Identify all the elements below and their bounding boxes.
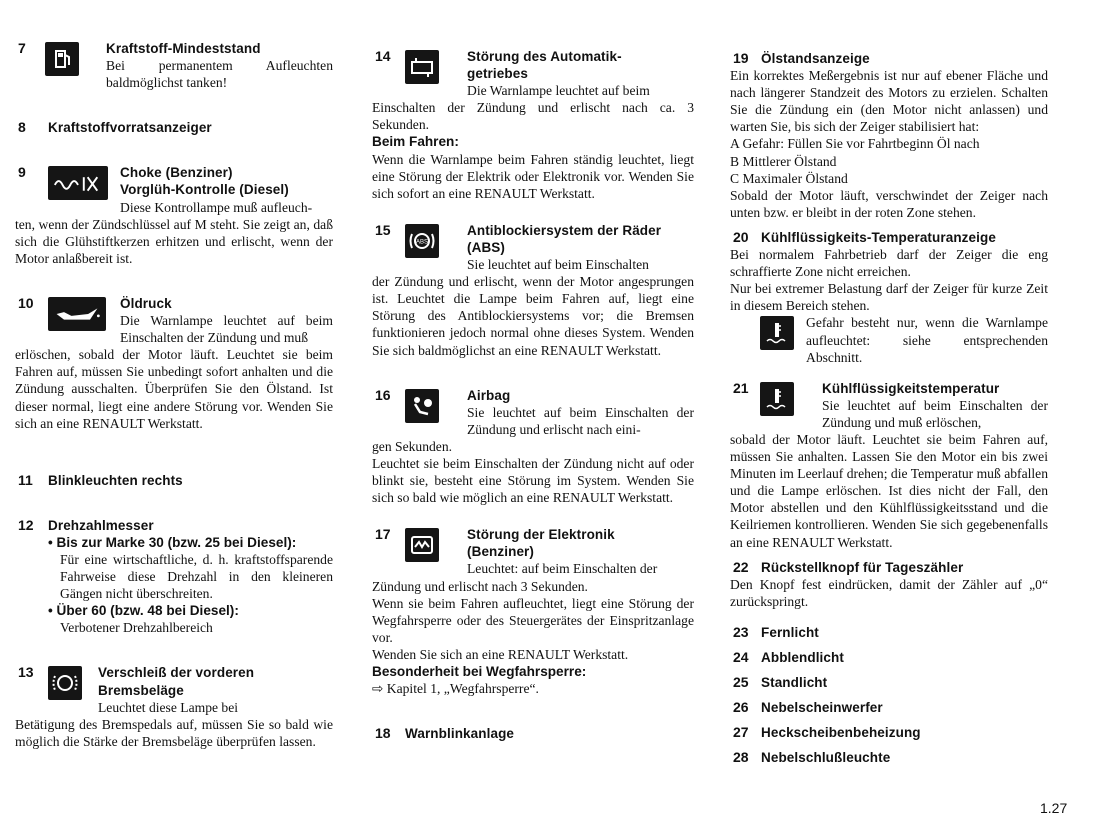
item-15 — [372, 222, 694, 359]
item-title: Verschleiß der vorderen — [98, 665, 255, 681]
item-7 — [15, 40, 333, 91]
item-number: 13 — [18, 664, 34, 681]
sub-heading: Beim Fahren: — [372, 134, 459, 150]
item-title: Kühlflüssigkeitstemperatur — [822, 380, 1000, 396]
item-text-first: Leuchtet: auf beim Einschalten der — [467, 561, 658, 577]
oil-can-icon — [48, 297, 106, 331]
item-text: sobald der Motor läuft. Leuchtet sie beim Fahren auf, müssen Sie anhalten. Lassen Sie den Motor ein bis zwei Minuten im Leerlauf drehen; die Temperatur muß abfallen und die Lampe erlöschen. Ist dies nicht der Fall, den Motor abstellen und den Kühlflüssigkeitsstand und die Keilriemen kontrollieren. Wenden Sie sich gegebenenfalls an eine RENAULT Werkstatt. — [730, 431, 1048, 550]
coolant-temperature-icon — [760, 316, 794, 350]
item-number: 19 — [733, 50, 749, 66]
bullet-text: Verbotener Drehzahlbereich — [60, 620, 213, 636]
item-text: Zündung und erlischt nach 3 Sekunden. — [372, 578, 588, 594]
item-number: 22 — [733, 558, 749, 575]
electronics-fault-icon — [405, 528, 439, 562]
item-27 — [730, 724, 1048, 741]
item-28 — [730, 749, 1048, 766]
item-title-2: (Benziner) — [467, 544, 535, 560]
gearbox-warning-icon — [405, 50, 439, 84]
item-17 — [372, 526, 694, 697]
item-title: Kraftstoffvorratsanzeiger — [48, 120, 212, 136]
sub-heading: Besonderheit bei Wegfahrsperre: — [372, 664, 587, 679]
airbag-icon — [405, 389, 439, 423]
item-number: 25 — [733, 674, 749, 691]
glow-plug-icon — [48, 166, 108, 200]
item-8 — [15, 119, 333, 136]
item-text: gen Sekunden. — [372, 438, 453, 454]
item-title: Öldruck — [120, 295, 172, 311]
svg-text:ABS: ABS — [415, 239, 429, 246]
item-23 — [730, 624, 1048, 641]
item-number: 26 — [733, 699, 749, 716]
item-title: Störung des Automatik- — [467, 49, 622, 64]
item-number: 14 — [375, 48, 391, 64]
item-text: Ein korrektes Meßergebnis ist nur auf ebener Fläche und nach längerer Standzeit des Motors zu erzielen. Schalten Sie die Zündung ein (den Motor nicht anlassen) und warten Sie, bis sich der Zeiger stabilisiert hat: — [730, 68, 1048, 135]
item-text: erlöschen, sobald der Motor läuft. Leuchtet sie beim Fahren auf, müssen Sie unbedingt sofort anhalten und die Zündung ausschalten. Überprüfen Sie den Ölstand. Ist dieser normal, liegt eine andere Störung vor. Wenden Sie sich an eine RENAULT Werkstatt. — [15, 347, 333, 431]
item-text-first: Sie leuchtet auf beim Einschalten der Zündung und muß erlöschen, — [822, 397, 1048, 430]
item-text-2: Nur bei extremer Belastung darf der Zeiger für kurze Zeit in diesem Bereich stehen. — [730, 281, 1048, 314]
item-10 — [15, 295, 333, 432]
item-title: Heckscheibenbeheizung — [761, 725, 921, 741]
sub-text: Wenn die Warnlampe beim Fahren ständig leuchtet, liegt eine Störung der Elektrik oder Elektronik vor. Wenden Sie sich sofort an eine RENAULT Werkstatt. — [372, 151, 694, 201]
item-text: Den Knopf fest eindrücken, damit der Zähler auf „0“ zurückspringt. — [730, 576, 1048, 609]
column-3 — [730, 50, 1048, 766]
item-number: 15 — [375, 221, 391, 238]
cross-reference: ⇨ Kapitel 1, „Wegfahrsperre“. — [372, 681, 539, 697]
item-title: Standlicht — [761, 675, 828, 691]
coolant-temperature-warning-icon — [760, 382, 794, 416]
item-text: Bei permanentem Aufleuchten baldmöglichst tanken! — [106, 58, 333, 91]
level-c: C Maximaler Ölstand — [730, 170, 848, 186]
fuel-pump-icon — [45, 42, 79, 76]
item-19 — [730, 50, 1048, 221]
item-title: Abblendlicht — [761, 650, 844, 665]
item-title: Warnblinkanlage — [405, 726, 515, 742]
bullet-head: • Bis zur Marke 30 (bzw. 25 bei Diesel): — [48, 534, 297, 550]
page-number: 1.27 — [1040, 800, 1068, 816]
item-title: Kraftstoff-Mindeststand — [106, 41, 261, 56]
item-number: 24 — [733, 649, 749, 665]
item-title: Antiblockiersystem der Räder — [467, 222, 662, 238]
item-title-2: Vorglüh-Kontrolle (Diesel) — [120, 182, 289, 198]
item-text-first: Die Warnlampe leuchtet auf beim — [467, 83, 650, 99]
abs-icon — [405, 224, 439, 258]
item-text-first: Die Warnlampe leuchtet auf beim Einschalten der Zündung und muß — [120, 313, 333, 346]
item-18 — [372, 725, 694, 742]
item-25 — [730, 674, 1048, 691]
item-title: Fernlicht — [761, 624, 819, 640]
item-title-2: Bremsbeläge — [98, 682, 184, 698]
item-number: 28 — [733, 749, 749, 766]
item-title-2: (ABS) — [467, 239, 505, 255]
item-title: Ölstandsanzeige — [761, 51, 870, 66]
item-title: Drehzahlmesser — [48, 517, 154, 533]
item-16 — [372, 387, 694, 507]
item-number: 10 — [18, 294, 34, 311]
item-11 — [15, 472, 333, 489]
item-number: 17 — [375, 526, 391, 543]
item-24 — [730, 649, 1048, 666]
item-13 — [15, 664, 333, 749]
item-number: 27 — [733, 724, 749, 741]
item-number: 9 — [18, 164, 26, 181]
column-1 — [15, 40, 333, 750]
item-number: 20 — [733, 228, 749, 245]
item-14 — [372, 48, 694, 202]
bullet-text: Für eine wirtschaftliche, d. h. kraftstoffsparende Fahrweise diese Drehzahl in den kleineren Gängen nicht überschreiten. — [60, 551, 333, 602]
item-number: 18 — [375, 725, 391, 742]
level-a: A Gefahr: Füllen Sie vor Fahrtbeginn Öl nach — [730, 136, 980, 152]
item-number: 21 — [733, 379, 749, 396]
item-title: Airbag — [467, 387, 511, 403]
item-text-2: Wenn sie beim Fahren aufleuchtet, liegt eine Störung der Wegfahrsperre oder des Steuergerätes der Einspritzanlage vor. — [372, 595, 694, 645]
item-title: Nebelscheinwerfer — [761, 700, 883, 716]
item-number: 23 — [733, 623, 749, 640]
item-title-2: getriebes — [467, 66, 528, 82]
item-number: 12 — [18, 516, 34, 533]
level-b: B Mittlerer Ölstand — [730, 153, 837, 169]
item-title: Nebelschlußleuchte — [761, 750, 891, 766]
icon-text: Gefahr besteht nur, wenn die Warnlampe aufleuchtet: siehe entsprechenden Abschnitt. — [806, 315, 1048, 365]
item-text-2: Leuchtet sie beim Einschalten der Zündung nicht auf oder blinkt sie, besteht eine Störung im System. Wenden Sie sich so bald wie möglich an eine RENAULT Werkstatt. — [372, 455, 694, 506]
column-2 — [372, 48, 694, 742]
item-text-first: Sie leuchtet auf beim Einschalten — [467, 257, 649, 273]
item-text-first: Leuchtet diese Lampe bei — [98, 699, 239, 715]
item-26 — [730, 699, 1048, 716]
item-text: der Zündung und erlischt, wenn der Motor angesprungen ist. Leuchtet die Lampe beim Fahren auf, liegt eine Störung des Antiblockiersystems vor; die Bremsen funktionieren jedoch normal ohne dieses System. Wenden Sie sich baldmöglichst an eine RENAULT Werkstatt. — [372, 274, 694, 358]
item-number: 7 — [18, 40, 26, 56]
item-text-3: Wenden Sie sich an eine RENAULT Werkstatt. — [372, 646, 629, 662]
item-text-2: Sobald der Motor läuft, verschwindet der Zeiger nach unten bzw. er bleibt in der roten Zone stehen. — [730, 187, 1048, 220]
brake-pad-icon — [48, 666, 82, 700]
item-number: 11 — [18, 471, 33, 488]
item-20 — [730, 229, 1048, 366]
item-title: Rückstellknopf für Tageszähler — [761, 559, 964, 575]
item-22 — [730, 559, 1048, 610]
item-text: Betätigung des Bremspedals auf, müssen Sie so bald wie möglich die Stärke der Bremsbeläge überprüfen lassen. — [15, 716, 333, 749]
item-title: Choke (Benziner) — [120, 165, 233, 181]
item-9 — [15, 164, 333, 267]
item-title: Störung der Elektronik — [467, 527, 615, 543]
item-text-first: Sie leuchtet auf beim Einschalten der Zündung und erlischt nach eini- — [467, 404, 694, 437]
item-title: Kühlflüssigkeits-Temperaturanzeige — [761, 229, 996, 245]
item-text-first: Diese Kontrollampe muß aufleuch- — [120, 199, 313, 215]
item-number: 8 — [18, 119, 26, 136]
bullet-head: • Über 60 (bzw. 48 bei Diesel): — [48, 603, 239, 619]
item-title: Blinkleuchten rechts — [48, 472, 183, 488]
item-text: Bei normalem Fahrbetrieb darf der Zeiger die eng schraffierte Zone nicht erreichen. — [730, 247, 1048, 280]
item-text: Einschalten der Zündung und erlischt nach ca. 3 Sekunden. — [372, 100, 694, 133]
item-12 — [15, 517, 333, 637]
item-number: 16 — [375, 386, 391, 403]
item-21 — [730, 380, 1048, 551]
item-text: ten, wenn der Zündschlüssel auf M steht. Sie zeigt an, daß sich die Glühstiftkerzen erhitzen und erlischt, wenn der Motor anlaßbereit ist. — [15, 216, 333, 266]
